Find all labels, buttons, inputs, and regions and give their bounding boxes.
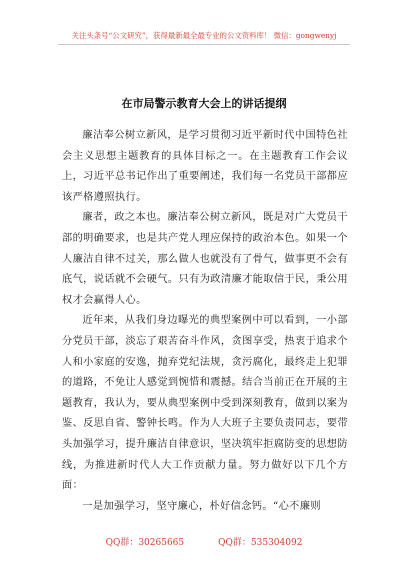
document-title: 在市局警示教育大会上的讲话提纲 bbox=[121, 97, 287, 110]
paragraph-3: 近年来，从我们身边曝光的典型案例中可以看到，一小部分党员干部，淡忘了艰苦奋斗作风，贪图享受，热衷于追求个人和小家庭的安逸，抛弃党纪法规，贪污腐化，最终走上犯罪的道路，不免让人感觉到惋惜和震撼。结合当前正在开展的主题教育，我认为，要从典型案例中受到深刻教育，做到以案为鉴、反思自省、警钟长鸣。作为人大班子主要负责同志，要带头加强学习，提升廉洁自律意识，坚决筑牢拒腐防变的思想防线，为推进新时代人大工作贡献力量。努力做好以下几个方面： bbox=[62, 315, 348, 492]
paragraph-1: 廉洁奉公树立新风，是学习贯彻习近平新时代中国特色社会主义思想主题教育的具体目标之一。在主题教育工作会议上，习近平总书记作出了重要阐述，我们每一名党员干部都应该严格遵照执行。 bbox=[62, 130, 348, 203]
document-body bbox=[62, 126, 348, 517]
paragraph-2: 廉者，政之本也。廉洁奉公树立新风，既是对广大党员干部的明确要求，也是共产党人理应保持的政治本色。如果一个人廉洁自律不过关，那么做人也就没有了骨气，做事更不会有底气，说话就不会硬气。只有为政清廉才能取信于民，秉公用权才会赢得人心。 bbox=[62, 212, 348, 306]
paragraph-4-partial: 一是加强学习，坚守廉心，朴好信念钙。“心不廉则 bbox=[82, 500, 321, 512]
footer-qq-group-2: QQ群：535304092 bbox=[218, 538, 303, 548]
header-banner: 关注头条号“公文研究”，获得最新最全最专业的公文资料库！ 微信：gongwenyj bbox=[71, 31, 337, 40]
footer-qq-group-1: QQ群：30265665 bbox=[105, 538, 185, 548]
footer-contacts bbox=[0, 535, 408, 548]
header-divider bbox=[58, 44, 350, 45]
